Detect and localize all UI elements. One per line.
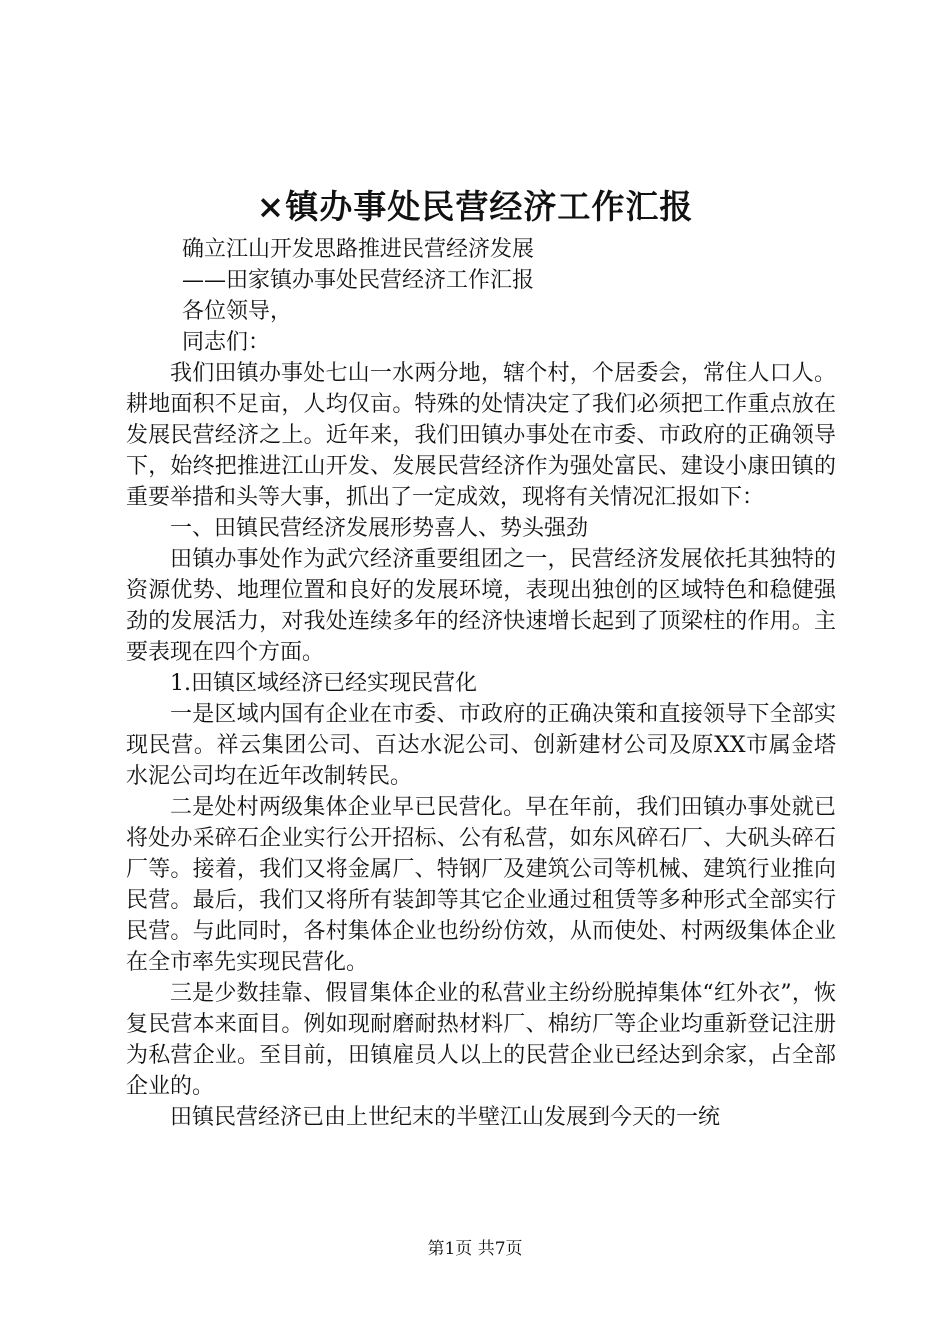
salutation-line: 同志们： bbox=[182, 330, 271, 355]
document-body bbox=[126, 234, 836, 1133]
section-heading: 一、田镇民营经济发展形势喜人、势头强劲 bbox=[170, 516, 589, 541]
salutation-line: 各位领导， bbox=[182, 299, 293, 324]
subtitle-line: ——田家镇办事处民营经济工作汇报 bbox=[182, 268, 535, 293]
document-title: ×镇办事处民营经济工作汇报 bbox=[256, 187, 694, 226]
body-paragraph: 田镇民营经济已由上世纪末的半壁江山发展到今天的一统 bbox=[170, 1105, 721, 1130]
subtitle-line: 确立江山开发思路推进民营经济发展 bbox=[182, 237, 535, 262]
body-paragraph: 二是处村两级集体企业早已民营化。早在年前，我们田镇办事处就已将处办采碎石企业实行公开招标、公有私营，如东风碎石厂、大矾头碎石厂等。接着，我们又将金属厂、特钢厂及建筑公司等机械、建筑行业推向民营。最后，我们又将所有装卸等其它企业通过租赁等多种形式全部实行民营。与此同时，各村集体企业也纷纷仿效，从而使处、村两级集体企业在全市率先实现民营化。 bbox=[126, 795, 836, 975]
body-paragraph: 三是少数挂靠、假冒集体企业的私营业主纷纷脱掉集体“红外衣”，恢复民营本来面目。例如现耐磨耐热材料厂、棉纺厂等企业均重新登记注册为私营企业。至目前，田镇雇员人以上的民营企业已经达到余家，占全部企业的。 bbox=[126, 981, 836, 1099]
subsection-heading: 1.田镇区域经济已经实现民营化 bbox=[170, 671, 477, 696]
body-paragraph: 田镇办事处作为武穴经济重要组团之一，民营经济发展依托其独特的资源优势、地理位置和良好的发展环境，表现出独创的区域特色和稳健强劲的发展活力，对我处连续多年的经济快速增长起到了顶梁柱的作用。主要表现在四个方面。 bbox=[126, 547, 836, 665]
body-paragraph: 我们田镇办事处七山一水两分地，辖个村，个居委会，常住人口人。耕地面积不足亩，人均仅亩。特殊的处情决定了我们必须把工作重点放在发展民营经济之上。近年来，我们田镇办事处在市委、市政府的正确领导下，始终把推进江山开发、发展民营经济作为强处富民、建设小康田镇的重要举措和头等大事，抓出了一定成效，现将有关情况汇报如下： bbox=[126, 361, 836, 510]
page-number: 第1页 共7页 bbox=[427, 1239, 523, 1259]
body-paragraph: 一是区域内国有企业在市委、市政府的正确决策和直接领导下全部实现民营。祥云集团公司、百达水泥公司、创新建材公司及原XX市属金塔水泥公司均在近年改制转民。 bbox=[126, 702, 836, 789]
